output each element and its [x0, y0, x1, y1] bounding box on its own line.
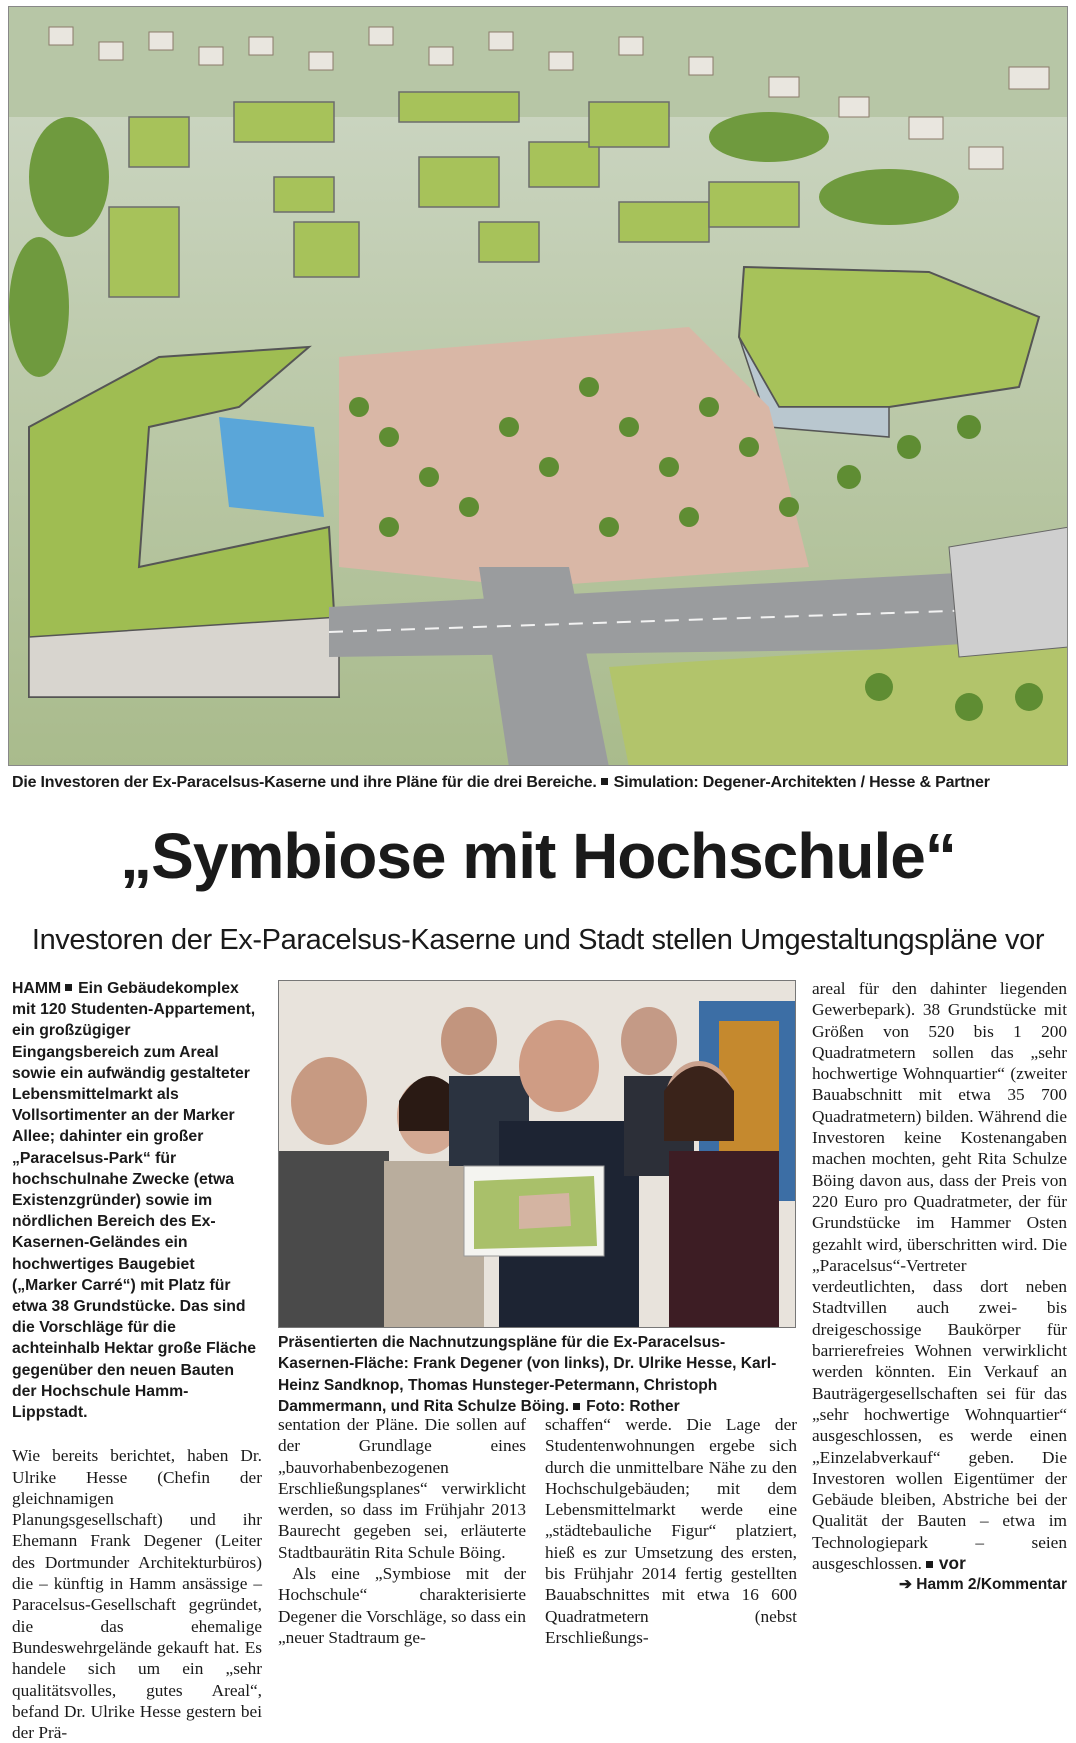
- group-photo-image: [278, 980, 796, 1328]
- author-square: [926, 1561, 933, 1568]
- body-paragraph-3: Als eine „Symbiose mit der Hochschule“ charakterisierte Degener die Vorschläge, so dass ein „neuer Stadtraum ge-: [278, 1564, 526, 1647]
- author-initials: vor: [938, 1553, 966, 1574]
- body-paragraph-5: [812, 978, 1067, 1574]
- cross-reference: ➔ Hamm 2/Kommentar: [898, 1576, 1067, 1594]
- body-paragraph-2: sentation der Pläne. Die sollen auf der Grundlage eines „bauvorhabenbezogenen Erschließungsplanes“ verwirklicht werden, so dass im Frühjahr 2013 Baurecht gegeben sei, erläuterte Stadtbaurätin Rita Schule Böing.: [278, 1415, 526, 1562]
- column-3: [545, 1414, 797, 1648]
- top-photo-caption-text: Die Investoren der Ex-Paracelsus-Kaserne und ihre Pläne für die drei Bereiche.: [12, 774, 597, 791]
- aerial-rendering-image: [8, 6, 1068, 766]
- column-1: [12, 978, 262, 1743]
- group-photo-credit: Foto: Rother: [586, 1398, 680, 1416]
- body-paragraph-5-text: areal für den dahinter liegenden Gewerbepark). 38 Grundstücke mit Größen von 520 bis 1 200 Quadratmetern sollen das „sehr hochwertige Wohnquartier“ (zweiter Bauabschnitt mit etwa 35 700 Quadratmetern) bilden. Während die Investoren keine Kostenangaben machen mochten, geht Rita Schulze Böing davon aus, dass der Preis von 220 Euro pro Quadratmeter, der für Grundstücke im Hammer Osten gezahlt wird, überschritten wird. Die „Paracelsus“-Vertreter verdeutlichten, dass dort neben Stadtvillen auch zwei- bis dreigeschossige Baukörper für barrierefreies Wohnen verwirklicht werden könnten. Ein Verkauf an Bauträgergesellschaften sei für das „sehr hochwertige Wohnquartier“ ausgeschlossen, es werde einen „Einzelabverkauf“ geben. Die Investoren wollen Eigentümer der Gebäude bleiben, Abstriche bei der Qualität der Bauten – etwa im Technologiepark – seien ausgeschlossen.: [812, 979, 1067, 1574]
- caption-separator-square-2: [573, 1403, 580, 1410]
- column-2: [278, 1414, 526, 1648]
- top-photo-credit: Simulation: Degener-Architekten / Hesse & Partner: [613, 774, 990, 791]
- body-paragraph-1: Wie bereits berichtet, haben Dr. Ulrike Hesse (Chefin der gleichnamigen Planungsgesellschaft) und ihr Ehemann Frank Degener (Leiter des Dortmunder Architekturbüros) die – künftig in Hamm ansässige – Paracelsus-Gesellschaft gegründet, die das ehemalige Bundeswehrgelände gekauft hat. Es handele sich um ein „sehr qualitätsvolles, gutes Areal“, befand Dr. Ulrike Hesse gestern bei der Prä-: [12, 1446, 262, 1743]
- caption-separator-square: [601, 778, 608, 785]
- subheadline: Investoren der Ex-Paracelsus-Kaserne und Stadt stellen Umgestaltungspläne vor: [31, 924, 1045, 956]
- group-photo-caption: [278, 1332, 798, 1418]
- dateline-square: [65, 984, 72, 991]
- top-photo-caption: [12, 774, 1068, 792]
- lead-text: Ein Gebäudekomplex mit 120 Studenten-Appartement, ein großzügiger Eingangsbereich zum Areal sowie ein aufwändig gestalteter Lebensmittelmarkt als Vollsortimenter an der Marker Allee; dahinter ein großer „Paracelsus-Park“ für hochschulnahe Zwecke (etwa Existenzgründer) sowie im nördlichen Bereich des Ex-Kasernen-Geländes ein hochwertiges Baugebiet („Marker Carré“) mit Platz für etwa 38 Grundstücke. Das sind die Vorschläge für die achteinhalb Hektar große Fläche gegenüber den neuen Bauten der Hochschule Hamm-Lippstadt.: [12, 980, 257, 1422]
- dateline: HAMM: [12, 980, 62, 997]
- body-paragraph-4: schaffen“ werde. Die Lage der Studentenwohnungen ergebe sich durch die unmittelbare Nähe zu den Hochschulgebäuden; mit dem Lebensmittelmarkt werde eine „städtebauliche Figur“ platziert, hieß es zur Umsetzung des ersten, bis Frühjahr 2014 fertig gestellten Bauabschnittes mit etwa 16 600 Quadratmetern (nebst Erschließungs-: [545, 1415, 797, 1647]
- lead-paragraph: [12, 978, 262, 1423]
- column-4: [812, 978, 1067, 1596]
- headline: „Symbiose mit Hochschule“: [120, 820, 956, 892]
- group-photo-caption-text: Präsentierten die Nachnutzungspläne für die Ex-Paracelsus-Kasernen-Fläche: Frank Degener (von links), Dr. Ulrike Hesse, Karl-Heinz Sandknop, Thomas Hunsteger-Petermann, Christoph Dammermann, und Rita Schulze Böing.: [278, 1334, 777, 1416]
